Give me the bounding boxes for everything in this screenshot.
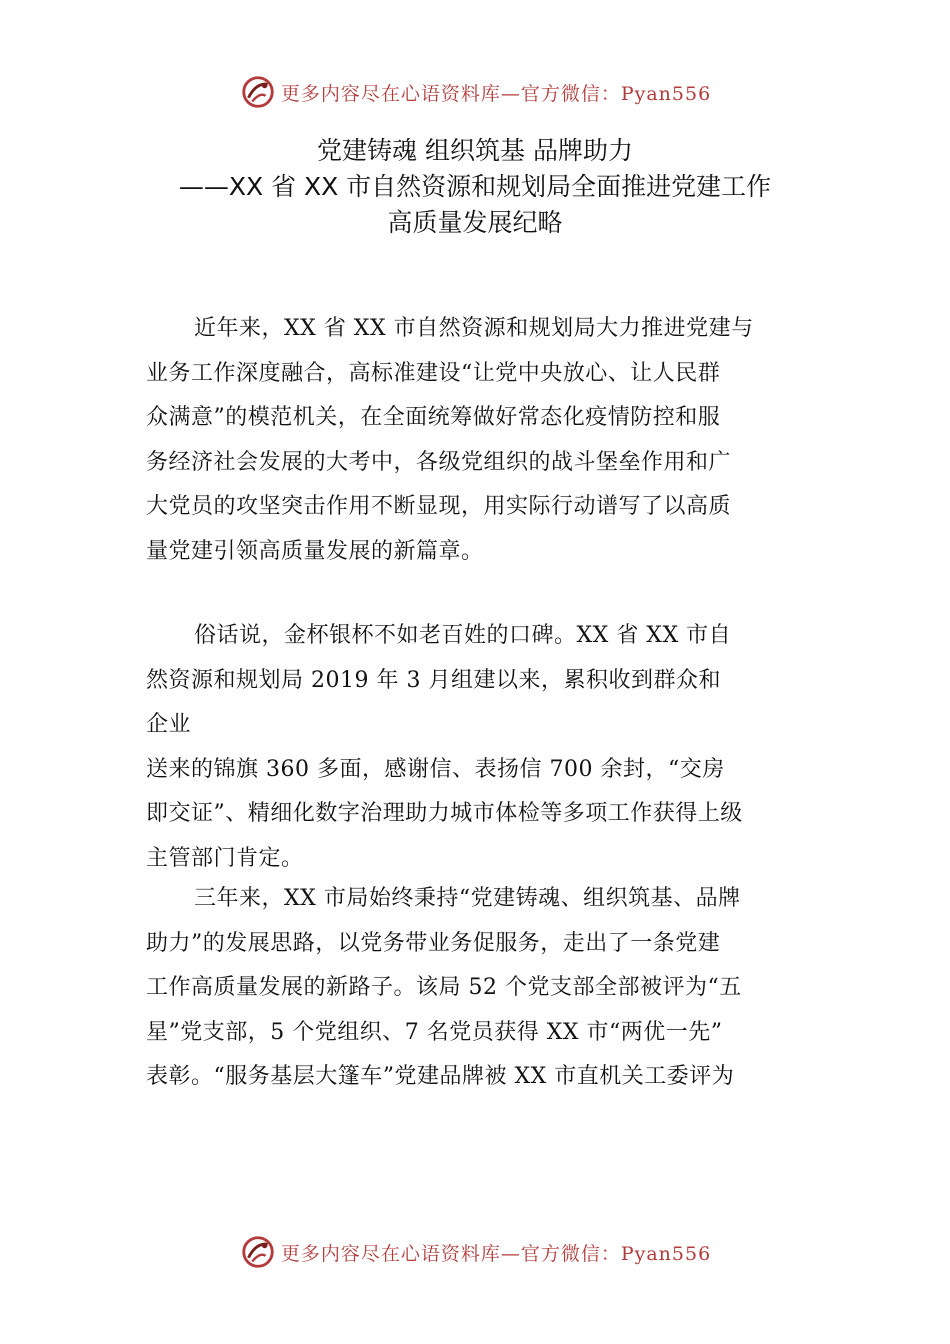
paragraph-line: 星”党支部，5 个党组织、7 名党员获得 XX 市“两优一先” bbox=[146, 1019, 723, 1045]
paragraph-line: 业务工作深度融合，高标准建设“让党中央放心、让人民群 bbox=[146, 360, 721, 386]
footer-watermark-banner bbox=[0, 1230, 950, 1274]
header-watermark-banner bbox=[0, 70, 950, 114]
paragraph-line: 主管部门肯定。 bbox=[146, 845, 304, 871]
watermark-slogan: 更多内容尽在心语资料库—官方微信：Pyan556 bbox=[280, 1242, 712, 1265]
watermark-logo-icon bbox=[239, 73, 277, 111]
paragraph-line: 务经济社会发展的大考中，各级党组织的战斗堡垒作用和广 bbox=[146, 449, 732, 475]
watermark-logo-icon bbox=[239, 1233, 277, 1271]
paragraph-1 bbox=[146, 307, 810, 574]
paragraph-line: 即交证”、精细化数字治理助力城市体检等多项工作获得上级 bbox=[146, 801, 743, 826]
paragraph-line: 送来的锦旗 360 多面，感谢信、表扬信 700 余封，“交房 bbox=[146, 756, 725, 782]
paragraph-line: 众满意”的模范机关，在全面统筹做好常态化疫情防控和服 bbox=[146, 405, 721, 430]
paragraph-line: 工作高质量发展的新路子。该局 52 个党支部全部被评为“五 bbox=[146, 975, 742, 1000]
paragraph-line: 然资源和规划局 2019 年 3 月组建以来，累积收到群众和 bbox=[146, 667, 721, 693]
document-title bbox=[0, 133, 950, 241]
title-line-3: 高质量发展纪略 bbox=[387, 208, 563, 237]
paragraph-line: 俗话说，金杯银杯不如老百姓的口碑。XX 省 XX 市自 bbox=[194, 623, 732, 648]
paragraph-line: 大党员的攻坚突击作用不断显现，用实际行动谱写了以高质 bbox=[146, 494, 732, 519]
paragraph-line: 表彰。“服务基层大篷车”党建品牌被 XX 市直机关工委评为 bbox=[146, 1064, 735, 1089]
watermark-slogan: 更多内容尽在心语资料库—官方微信：Pyan556 bbox=[280, 82, 712, 105]
paragraph-line: 助力”的发展思路，以党务带业务促服务，走出了一条党建 bbox=[146, 930, 721, 956]
paragraph-2 bbox=[146, 614, 810, 881]
paragraph-3 bbox=[146, 877, 810, 1100]
title-line-1: 党建铸魂 组织筑基 品牌助力 bbox=[317, 136, 633, 165]
paragraph-line: 三年来，XX 市局始终秉持“党建铸魂、组织筑基、品牌 bbox=[194, 886, 741, 911]
paragraph-line: 量党建引领高质量发展的新篇章。 bbox=[146, 538, 484, 564]
paragraph-line: 企业 bbox=[146, 712, 192, 737]
paragraph-line: 近年来，XX 省 XX 市自然资源和规划局大力推进党建与 bbox=[194, 316, 754, 341]
title-line-2: ——XX 省 XX 市自然资源和规划局全面推进党建工作 bbox=[178, 172, 772, 201]
